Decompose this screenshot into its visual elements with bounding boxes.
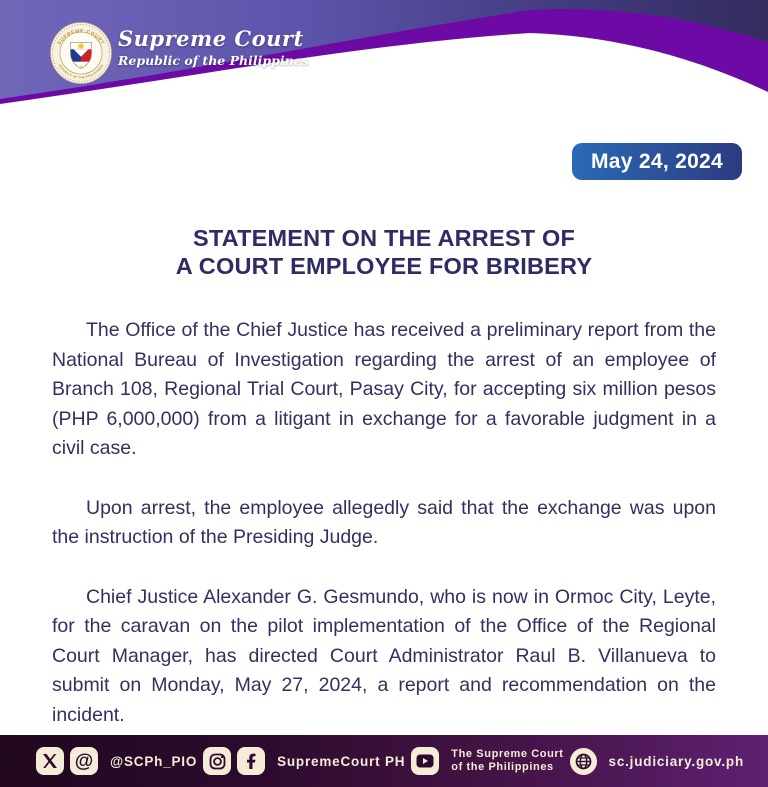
seal-text-top: SUPREME COURT: [57, 29, 105, 47]
statement-title-line1: STATEMENT ON THE ARREST OF: [192, 225, 576, 251]
statement-paragraph-3: Chief Justice Alexander G. Gesmundo, who is now in Ormoc City, Leyte, for the caravan on the pilot implementation of the Office of the Regional Court Manager, has directed Court Administrator Raul B. Villanueva to submit on Monday, May 27, 2024, a report and recommendation on the incident.: [52, 585, 716, 726]
facebook-icon: [237, 747, 265, 775]
instagram-icon: [203, 747, 231, 775]
statement-title-line2: A COURT EMPLOYEE FOR BRIBERY: [175, 253, 593, 279]
social-handle-label: @SCPh_PIO: [110, 753, 198, 769]
social-group-scph-pio[interactable]: [36, 747, 197, 775]
org-title-block: [118, 26, 309, 68]
social-youtube-label: [451, 748, 563, 774]
date-badge: May 24, 2024: [572, 143, 742, 180]
statement-paragraph-2: Upon arrest, the employee allegedly said that the exchange was upon the instruction of the Presiding Judge.: [52, 496, 716, 548]
social-group-supremecourt-ph[interactable]: [203, 747, 405, 775]
social-group-youtube[interactable]: [411, 747, 563, 775]
youtube-icon: [411, 747, 439, 775]
statement-paragraph-1: The Office of the Chief Justice has received a preliminary report from the National Bureau of Investigation regarding the arrest of an employee of Branch 108, Regional Trial Court, Pasay City, for accepting six million pesos (PHP 6,000,000) from a litigant in exchange for a favorable judgment in a civil case.: [52, 319, 716, 459]
x-icon: [36, 747, 64, 775]
threads-icon: @: [70, 747, 98, 775]
globe-icon: [570, 748, 597, 775]
org-subtitle: Republic of the Philippines: [118, 53, 309, 68]
social-page-label: SupremeCourt PH: [277, 753, 406, 769]
social-group-website[interactable]: [570, 748, 744, 775]
social-youtube-label-line2: of the Philippines: [451, 761, 554, 773]
statement-title: [0, 224, 768, 280]
website-url-label: sc.judiciary.gov.ph: [608, 753, 744, 769]
statement-body: [52, 316, 716, 760]
seal-text-bottom: REPUBLIC OF THE PHILIPPINES: [57, 63, 105, 80]
supreme-court-seal: [50, 22, 112, 84]
social-youtube-label-line1: The Supreme Court: [451, 748, 564, 760]
footer-social-bar: [0, 735, 768, 787]
org-name: Supreme Court: [118, 26, 304, 51]
